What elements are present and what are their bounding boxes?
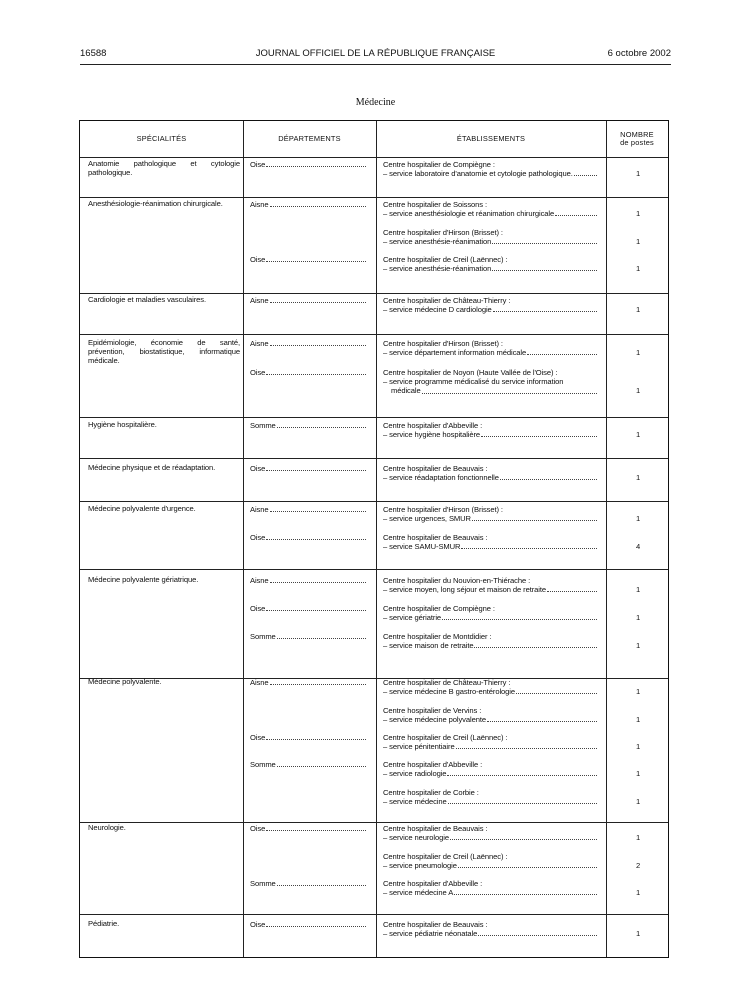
departement-label: Oise: [250, 733, 266, 742]
centre-name: Centre hospitalier d'Hirson (Brisset) :: [383, 339, 503, 348]
centre-name: Centre hospitalier de Compiègne :: [383, 604, 495, 613]
row-divider: [80, 417, 668, 418]
service-name: – service anesthésiologie et réanimation chirurgicale: [383, 209, 555, 219]
centre-name: Centre hospitalier de Noyon (Haute Vallée de l'Oise) :: [383, 368, 558, 377]
header-nombre: [606, 121, 668, 157]
leader-dots: [500, 479, 597, 480]
leader-dots: [270, 511, 367, 512]
etablissement-cell: [383, 200, 599, 218]
service-name: – service réadaptation fonctionnelle: [383, 473, 499, 483]
row-divider: [80, 458, 668, 459]
departement-cell: [250, 632, 368, 641]
leader-dots: [442, 619, 597, 620]
etablissement-cell: [383, 879, 599, 897]
centre-name: Centre hospitalier de Compiègne :: [383, 160, 495, 169]
positions-table: [79, 120, 669, 958]
centre-name: Centre hospitalier de Château-Thierry :: [383, 678, 511, 687]
centre-name: Centre hospitalier de Creil (Laënnec) :: [383, 733, 508, 742]
specialite-cell: Cardiologie et maladies vasculaires.: [88, 295, 206, 304]
service-line: [383, 769, 599, 778]
leader-dots: [474, 647, 597, 648]
service-name: – service neurologie: [383, 833, 449, 843]
nombre-postes: 1: [635, 687, 641, 697]
etablissement-cell: [383, 464, 599, 482]
nombre-postes: 1: [635, 305, 641, 315]
service-name: – service département information médicale: [383, 348, 527, 358]
service-line: [383, 613, 599, 622]
specialite-cell: Médecine polyvalente d'urgence.: [88, 504, 196, 513]
departement-label: Oise: [250, 533, 266, 542]
leader-dots: [277, 427, 366, 428]
centre-name: Centre hospitalier d'Abbeville :: [383, 421, 483, 430]
leader-dots: [266, 610, 366, 611]
header-departements: DÉPARTEMENTS: [278, 134, 341, 143]
leader-dots: [481, 436, 597, 437]
etablissement-cell: [383, 788, 599, 806]
leader-dots: [487, 721, 597, 722]
centre-name: Centre hospitalier de Beauvais :: [383, 824, 488, 833]
row-divider: [80, 197, 668, 198]
row-divider: [80, 569, 668, 570]
service-name: – service laboratoire d'anatomie et cytologie pathologique.: [383, 169, 573, 179]
centre-name: Centre hospitalier d'Hirson (Brisset) :: [383, 505, 503, 514]
service-line: [383, 305, 599, 314]
service-line: [383, 542, 599, 551]
nombre-postes: 1: [635, 430, 641, 440]
centre-name: Centre hospitalier d'Abbeville :: [383, 760, 483, 769]
service-line: [383, 888, 599, 897]
etablissement-cell: [383, 706, 599, 724]
departement-label: Aisne: [250, 678, 269, 687]
row-divider: [80, 914, 668, 915]
leader-dots: [422, 393, 597, 394]
departement-cell: [250, 604, 368, 613]
service-name: – service médecine B gastro-entérologie: [383, 687, 516, 697]
centre-name: Centre hospitalier d'Hirson (Brisset) :: [383, 228, 503, 237]
leader-dots: [456, 748, 597, 749]
service-line: [383, 348, 599, 357]
departement-cell: [250, 464, 368, 473]
service-line: [383, 715, 599, 724]
leader-dots: [574, 175, 597, 176]
departement-cell: [250, 760, 368, 769]
departement-label: Oise: [250, 255, 266, 264]
etablissement-cell: [383, 576, 599, 594]
leader-dots: [454, 894, 597, 895]
departement-cell: [250, 920, 368, 929]
nombre-postes: 1: [635, 929, 641, 939]
service-name: – service SAMU-SMUR: [383, 542, 461, 552]
departement-label: Somme: [250, 879, 276, 888]
nombre-postes: 4: [635, 542, 641, 552]
nombre-postes: 1: [635, 348, 641, 358]
leader-dots: [472, 520, 597, 521]
leader-dots: [461, 548, 597, 549]
service-name: – service anesthésie-réanimation: [383, 237, 492, 247]
nombre-postes: 1: [635, 641, 641, 651]
departement-label: Aisne: [250, 505, 269, 514]
specialite-cell: Médecine polyvalente gériatrique.: [88, 575, 199, 584]
leader-dots: [277, 885, 366, 886]
service-line: [383, 514, 599, 523]
departement-label: Oise: [250, 368, 266, 377]
etablissement-cell: [383, 920, 599, 938]
departement-cell: [250, 576, 368, 585]
etablissement-cell: [383, 852, 599, 870]
leader-dots: [266, 470, 366, 471]
etablissement-cell: [383, 160, 599, 178]
leader-dots: [527, 354, 597, 355]
departement-label: Oise: [250, 464, 266, 473]
etablissement-cell: [383, 733, 599, 751]
departement-label: Somme: [250, 421, 276, 430]
service-name: – service pénitentiaire: [383, 742, 455, 752]
specialite-cell: Pédiatrie.: [88, 919, 120, 928]
service-line: [383, 929, 599, 938]
service-name: – service médecine A: [383, 888, 454, 898]
departement-cell: [250, 339, 368, 348]
service-name: – service gériatrie: [383, 613, 442, 623]
leader-dots: [270, 684, 367, 685]
service-line: [383, 742, 599, 751]
specialite-cell: Anatomie pathologique et cytologie pathologique.: [88, 159, 240, 178]
header-etablissements: ÉTABLISSEMENTS: [456, 134, 526, 143]
etablissement-cell: [383, 228, 599, 246]
departement-label: Oise: [250, 604, 266, 613]
nombre-postes: 1: [635, 209, 641, 219]
etablissement-cell: [383, 339, 599, 357]
departement-cell: [250, 533, 368, 542]
service-line: [383, 169, 599, 178]
departement-cell: [250, 368, 368, 377]
column-divider: [376, 121, 377, 957]
leader-dots: [493, 311, 597, 312]
row-divider: [80, 334, 668, 335]
departement-cell: [250, 421, 368, 430]
departement-label: Aisne: [250, 296, 269, 305]
centre-name: Centre hospitalier d'Abbeville :: [383, 879, 483, 888]
departement-cell: [250, 200, 368, 209]
leader-dots: [450, 839, 597, 840]
nombre-postes: 1: [635, 742, 641, 752]
page-header: [80, 48, 671, 65]
leader-dots: [447, 775, 597, 776]
nombre-postes: 1: [635, 715, 641, 725]
row-divider: [80, 293, 668, 294]
nombre-postes: 1: [635, 613, 641, 623]
centre-name: Centre hospitalier de Creil (Laënnec) :: [383, 255, 508, 264]
specialite-cell: Médecine polyvalente.: [88, 677, 162, 686]
service-name: – service médecine D cardiologie: [383, 305, 492, 315]
service-line: [383, 264, 599, 273]
nombre-postes: 1: [635, 769, 641, 779]
departement-cell: [250, 160, 368, 169]
service-line: [383, 861, 599, 870]
section-title: Médecine: [355, 97, 396, 108]
departement-label: Aisne: [250, 339, 269, 348]
centre-name: Centre hospitalier de Montdidier :: [383, 632, 492, 641]
leader-dots: [270, 302, 367, 303]
specialite-cell: Hygiène hospitalière.: [88, 420, 157, 429]
centre-name: Centre hospitalier de Beauvais :: [383, 464, 488, 473]
leader-dots: [266, 539, 366, 540]
etablissement-cell: [383, 678, 599, 696]
departement-label: Somme: [250, 760, 276, 769]
service-name: – service hygiène hospitalière: [383, 430, 481, 440]
nombre-postes: 1: [635, 169, 641, 179]
service-name: – service pédiatrie néonatale: [383, 929, 478, 939]
departement-label: Aisne: [250, 576, 269, 585]
etablissement-cell: [383, 368, 599, 396]
header-specialites: SPÉCIALITÉS: [136, 134, 187, 143]
specialite-cell: Anesthésiologie-réanimation chirurgicale.: [88, 199, 223, 208]
nombre-postes: 1: [635, 264, 641, 274]
departement-cell: [250, 255, 368, 264]
etablissement-cell: [383, 421, 599, 439]
service-line: [383, 237, 599, 246]
leader-dots: [478, 935, 597, 936]
service-line: [383, 430, 599, 439]
departement-label: Aisne: [250, 200, 269, 209]
header-nombre-line2: de postes: [620, 138, 654, 147]
service-line: [383, 386, 599, 395]
leader-dots: [448, 803, 597, 804]
page-number: 16588: [80, 48, 107, 59]
leader-dots: [270, 345, 367, 346]
service-name: – service radiologie: [383, 769, 447, 779]
departement-cell: [250, 296, 368, 305]
leader-dots: [270, 206, 367, 207]
service-line: [383, 473, 599, 482]
leader-dots: [266, 926, 366, 927]
leader-dots: [547, 591, 597, 592]
header-divider: [80, 157, 668, 158]
nombre-postes: 1: [635, 473, 641, 483]
nombre-postes: 2: [635, 861, 641, 871]
service-name: – service maison de retraite: [383, 641, 474, 651]
service-line: [383, 377, 599, 386]
leader-dots: [555, 215, 597, 216]
leader-dots: [266, 261, 366, 262]
leader-dots: [266, 739, 366, 740]
service-line: [383, 585, 599, 594]
departement-cell: [250, 733, 368, 742]
nombre-postes: 1: [635, 585, 641, 595]
centre-name: Centre hospitalier de Creil (Laënnec) :: [383, 852, 508, 861]
centre-name: Centre hospitalier de Vervins :: [383, 706, 482, 715]
leader-dots: [492, 270, 597, 271]
centre-name: Centre hospitalier de Beauvais :: [383, 533, 488, 542]
nombre-postes: 1: [635, 237, 641, 247]
etablissement-cell: [383, 255, 599, 273]
specialite-cell: Neurologie.: [88, 823, 126, 832]
nombre-postes: 1: [635, 797, 641, 807]
etablissement-cell: [383, 824, 599, 842]
service-name: – service moyen, long séjour et maison de retraite: [383, 585, 546, 595]
departement-label: Oise: [250, 920, 266, 929]
leader-dots: [270, 582, 367, 583]
service-line: [383, 797, 599, 806]
etablissement-cell: [383, 760, 599, 778]
departement-label: Somme: [250, 632, 276, 641]
leader-dots: [277, 766, 366, 767]
leader-dots: [266, 374, 366, 375]
nombre-postes: 1: [635, 888, 641, 898]
column-divider: [606, 121, 607, 957]
departement-label: Oise: [250, 824, 266, 833]
centre-name: Centre hospitalier de Beauvais :: [383, 920, 488, 929]
departement-cell: [250, 505, 368, 514]
leader-dots: [492, 243, 597, 244]
service-line: [383, 687, 599, 696]
etablissement-cell: [383, 296, 599, 314]
etablissement-cell: [383, 604, 599, 622]
service-name-cont: médicale: [391, 386, 421, 396]
departement-cell: [250, 824, 368, 833]
etablissement-cell: [383, 505, 599, 523]
leader-dots: [458, 867, 597, 868]
specialite-cell: Epidémiologie, économie de santé, prévention, biostatistique, informatique médicale.: [88, 338, 240, 366]
service-name: – service médecine polyvalente: [383, 715, 486, 725]
row-divider: [80, 501, 668, 502]
service-name: – service programme médicalisé du service information: [383, 377, 564, 387]
departement-cell: [250, 678, 368, 687]
etablissement-cell: [383, 632, 599, 650]
nombre-postes: 1: [635, 833, 641, 843]
service-name: – service anesthésie-réanimation: [383, 264, 492, 274]
centre-name: Centre hospitalier de Château-Thierry :: [383, 296, 511, 305]
leader-dots: [266, 830, 366, 831]
service-name: – service pneumologie: [383, 861, 457, 871]
journal-title: JOURNAL OFFICIEL DE LA RÉPUBLIQUE FRANÇAISE: [255, 48, 496, 59]
publication-date: 6 octobre 2002: [607, 48, 671, 59]
etablissement-cell: [383, 533, 599, 551]
leader-dots: [277, 638, 366, 639]
service-name: – service médecine: [383, 797, 447, 807]
nombre-postes: 1: [635, 514, 641, 524]
departement-cell: [250, 879, 368, 888]
service-line: [383, 209, 599, 218]
nombre-postes: 1: [635, 386, 641, 396]
centre-name: Centre hospitalier de Soissons :: [383, 200, 488, 209]
departement-label: Oise: [250, 160, 266, 169]
leader-dots: [266, 166, 366, 167]
centre-name: Centre hospitalier de Corbie :: [383, 788, 479, 797]
column-divider: [243, 121, 244, 957]
specialite-cell: Médecine physique et de réadaptation.: [88, 463, 216, 472]
leader-dots: [516, 693, 597, 694]
service-line: [383, 641, 599, 650]
service-line: [383, 833, 599, 842]
centre-name: Centre hospitalier du Nouvion-en-Thiérache :: [383, 576, 531, 585]
service-name: – service urgences, SMUR: [383, 514, 471, 524]
header-nombre-line1: NOMBRE: [620, 130, 654, 139]
